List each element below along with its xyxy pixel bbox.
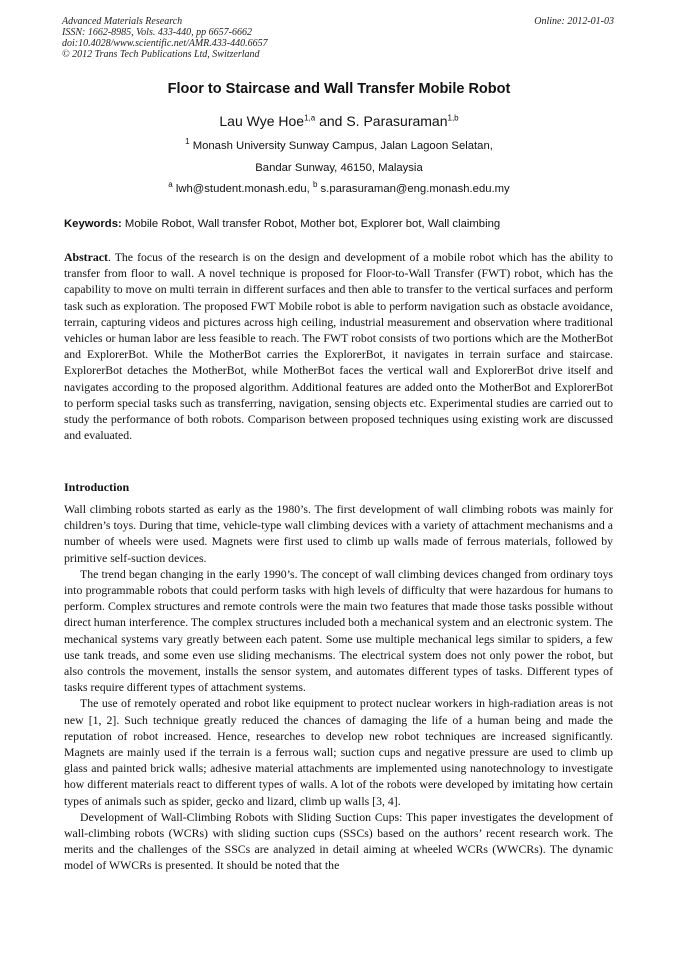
- keywords: [64, 218, 620, 230]
- email-b-marker: b: [312, 180, 318, 190]
- keywords-label: Keywords:: [64, 218, 122, 230]
- abstract-text: . The focus of the research is on the design and development of a mobile robot which has the ability to transfer from floor to wall. A novel technique is proposed for Floor-to-Wall Transfer (FWT) robot, which has the capability to move on multi terrain in different surfaces and then able to transfer to the vertical surfaces and perform task such as exploration. The proposed FWT Mobile robot is able to perform navigation such as obstacle avoidance, terrain, capturing videos and pictures across high ceiling, industrial measurement and observation where traditional vehicles or human labor are less feasible to reach. The FWT robot consists of two portions which are the MotherBot and ExplorerBot. While the MotherBot carries the ExplorerBot, it navigates in terrain surface and staircase. ExplorerBot detaches the MotherBot, while MotherBot faces the vertical wall and ExplorerBot drive itself and navigates according to the proposed algorithm. Additional features are added onto the MotherBot and ExplorerBot to perform special tasks such as transferring, navigation, sensing objects etc. Experimental studies are carried out to study the performance of both robots. Comparison between proposed techniques using existing work are discussed and evaluated.: [64, 250, 613, 443]
- affiliation-text-1: Monash University Sunway Campus, Jalan Lagoon Selatan,: [192, 140, 493, 152]
- issn-line: ISSN: 1662-8985, Vols. 433-440, pp 6657-6662: [62, 27, 252, 38]
- affiliation-line-2: Bandar Sunway, 46150, Malaysia: [255, 162, 423, 174]
- author-2-affil: 1,b: [447, 113, 459, 123]
- copyright-line: © 2012 Trans Tech Publications Ltd, Switzerland: [62, 49, 260, 60]
- journal-name: Advanced Materials Research: [62, 16, 183, 27]
- email-a: lwh@student.monash.edu,: [175, 183, 310, 195]
- intro-paragraph: Development of Wall-Climbing Robots with Sliding Suction Cups: This paper investigates the development of wall-climbing robots (WCRs) with sliding suction cups (SSCs) based on the authors’ recent research work. The merits and the challenges of the SSCs are analyzed in detail aiming at wheeled WCRs (WWCRs). The dynamic model of WWCRs is presented. It should be noted that the: [64, 809, 613, 873]
- author-1-affil: 1,a: [304, 113, 316, 123]
- intro-paragraph: Wall climbing robots started as early as the 1980’s. The first development of wall climbing robots was mainly for children’s toys. During that time, vehicle-type wall climbing devices with a variety of attachment mechanisms and a number of wheels were used. Magnets were first used to climb up walls made of ferrous materials, followed by primitive self-suction devices.: [64, 502, 613, 565]
- online-date: Online: 2012-01-03: [534, 16, 614, 27]
- email-a-marker: a: [168, 180, 173, 190]
- affiliation-marker: 1: [185, 137, 190, 147]
- paper-title: Floor to Staircase and Wall Transfer Mobile Robot: [167, 81, 511, 97]
- author-connector: and S. Parasuraman: [315, 113, 448, 129]
- introduction-body: [64, 501, 613, 874]
- email-line: [0, 180, 678, 195]
- keywords-text: Mobile Robot, Wall transfer Robot, Mother bot, Explorer bot, Wall claimbing: [121, 218, 501, 230]
- abstract-label: Abstract: [64, 250, 108, 264]
- author-line: [0, 113, 678, 129]
- introduction-heading: Introduction: [64, 480, 130, 494]
- intro-paragraph: The trend began changing in the early 1990’s. The concept of wall climbing devices changed from ordinary toys into programmable robots that could perform tasks with high levels of difficulty that were hazardous for humans to perform. Complex structures and remote controls were the main two features that made those tasks possible without direct human interference. The complex structures included both a mechanical system and an electronic system. The mechanical systems vary greatly between each patent. Some use multiple mechanical legs similar to spiders, a few use tank treads, and some even use sliding mechanisms. The electrical system does not only power the robot, but also controls the movement, installs the sensor system, and automates different types of tasks. Different types of tasks require different types of attachment systems.: [64, 566, 613, 695]
- affiliation-line-1: [0, 137, 678, 152]
- intro-paragraph: The use of remotely operated and robot like equipment to protect nuclear workers in high-radiation areas is not new [1, 2]. Such technique greatly reduced the chances of damaging the life of a human being and made the reputation of robot increased. Hence, researches to develop new robot techniques are increased significantly. Magnets are mainly used if the terrain is a ferrous wall; suction cups and negative pressure are used to climb up glass and painted brick walls; adhesive material attachments are implemented using nanotechnology to investigate how different materials react to different types of walls. A lot of the robots were developed by imitating how certain types of animals such as spider, gecko and lizard, climb up walls [3, 4].: [64, 696, 613, 808]
- email-b: s.parasuraman@eng.monash.edu.my: [320, 183, 510, 195]
- abstract: [64, 249, 613, 443]
- author-1: Lau Wye Hoe: [219, 113, 305, 129]
- doi-line: doi:10.4028/www.scientific.net/AMR.433-440.6657: [62, 38, 268, 49]
